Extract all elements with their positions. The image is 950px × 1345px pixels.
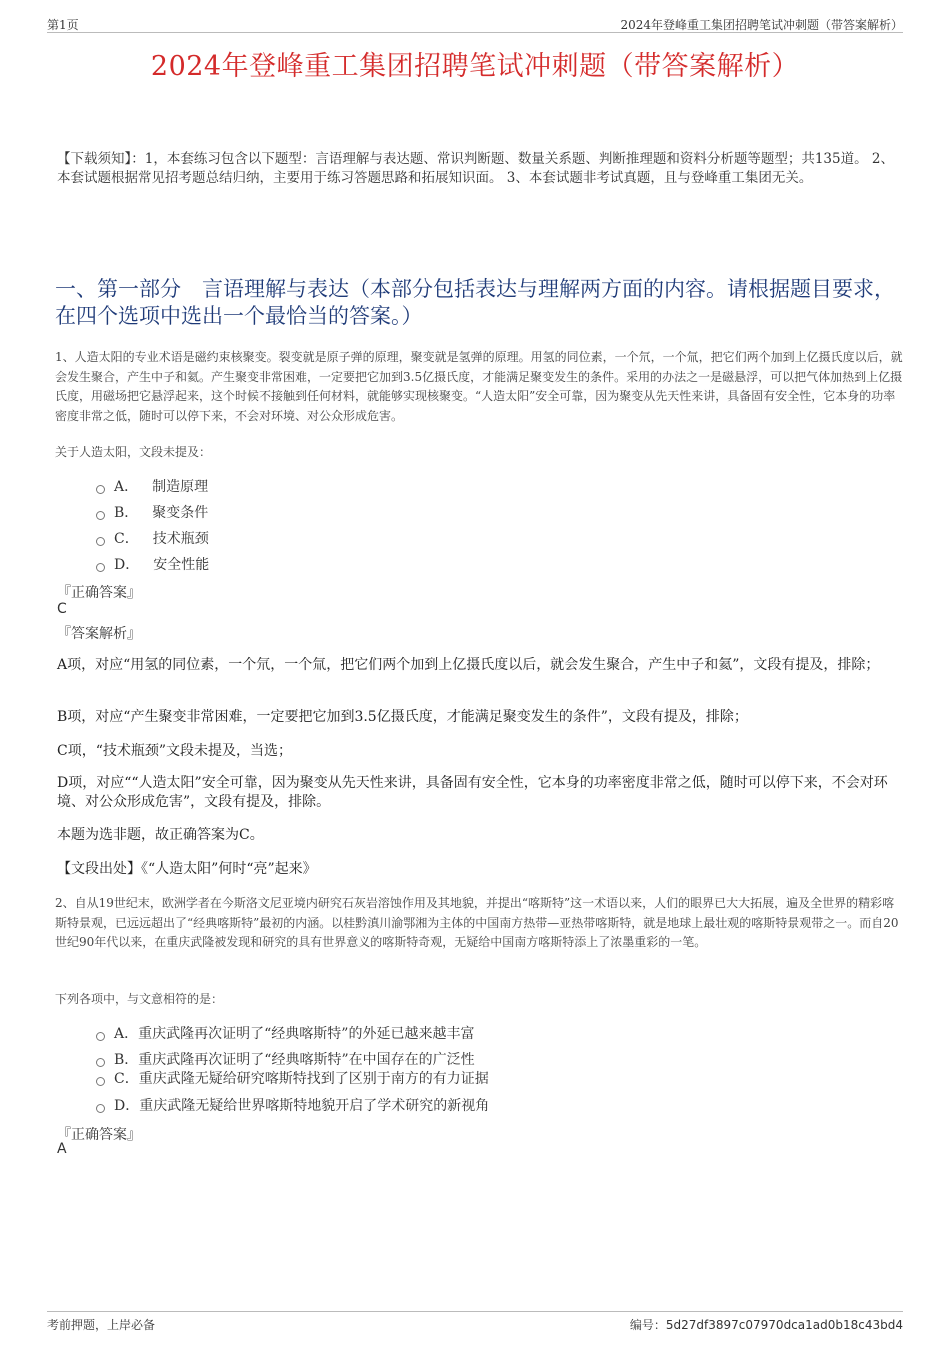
- q1-conclusion: 本题为选非题，故正确答案为C。: [57, 827, 264, 843]
- q1-analysis-b: B项，对应“产生聚变非常困难，一定要把它加到3.5亿摄氏度，才能满足聚变发生的条件”，文段有提及，排除；: [57, 709, 748, 725]
- q1-option-a[interactable]: [96, 476, 208, 496]
- q1-analysis-c: C项，“技术瓶颈”文段未提及，当选；: [57, 743, 293, 759]
- q2-answer: A: [57, 1141, 67, 1157]
- q1-source: 【文段出处】《“人造太阳”何时“亮”起来》: [57, 861, 317, 877]
- option-letter: A．: [114, 1026, 139, 1042]
- q2-option-b[interactable]: [96, 1049, 475, 1069]
- page-header: [47, 14, 903, 33]
- footer-slogan: 考前押题，上岸必备: [47, 1318, 156, 1332]
- download-notice: 【下载须知】：1，本套练习包含以下题型：言语理解与表达题、常识判断题、数量关系题、判断推理题和资料分析题等题型；共135道。 2、本套试题根据常见招考题总结归纳，主要用于练习答题思路和拓展知识面。 3、本套试题非考试真题，且与登峰重工集团无关。: [57, 151, 894, 186]
- q1-option-d[interactable]: [96, 554, 209, 574]
- radio-icon[interactable]: [96, 563, 105, 572]
- page-footer: [47, 1311, 903, 1332]
- question-1-text: 1、人造太阳的专业术语是磁约束核聚变。裂变就是原子弹的原理，聚变就是氢弹的原理。用氢的同位素，一个氘，一个氚，把它们两个加到上亿摄氏度以后，就会发生聚合，产生中子和氦。产生聚变非常困难，一定要把它加到3.5亿摄氏度，才能满足聚变发生的条件。采用的办法之一是磁悬浮，可以把气体加热到上亿摄氏度，用磁场把它悬浮起来，这个时候不接触到任何材料，就能够实现核聚变。“人造太阳”安全可靠，因为聚变从先天性来讲，具备固有安全性，它本身的功率密度非常之低，随时可以停下来，不会对环境、对公众形成危害。: [55, 350, 903, 423]
- option-text: 重庆武隆再次证明了“经典喀斯特”在中国存在的广泛性: [138, 1052, 475, 1068]
- radio-icon[interactable]: [96, 1104, 105, 1113]
- option-letter: B．: [114, 505, 139, 521]
- question-2-prompt: 下列各项中，与文意相符的是：: [55, 992, 224, 1006]
- option-text: 技术瓶颈: [152, 531, 209, 547]
- q1-analysis-label: 『答案解析』: [57, 626, 141, 642]
- option-letter: B．: [114, 1052, 139, 1068]
- option-text: 重庆武隆再次证明了“经典喀斯特”的外延已越来越丰富: [138, 1026, 475, 1042]
- q1-analysis-d: D项，对应““人造太阳”安全可靠，因为聚变从先天性来讲，具备固有安全性，它本身的功率密度非常之低，随时可以停下来，不会对环境、对公众形成危害”，文段有提及，排除。: [57, 775, 888, 810]
- option-text: 重庆武隆无疑给世界喀斯特地貌开启了学术研究的新视角: [139, 1098, 490, 1114]
- option-text: 重庆武隆无疑给研究喀斯特找到了区别于南方的有力证据: [138, 1071, 489, 1087]
- radio-icon[interactable]: [96, 1077, 105, 1086]
- option-text: 聚变条件: [152, 505, 209, 521]
- q2-option-d[interactable]: [96, 1095, 489, 1115]
- radio-icon[interactable]: [96, 511, 105, 520]
- question-1-prompt: 关于人造太阳，文段未提及：: [55, 445, 212, 459]
- q1-option-b[interactable]: [96, 502, 208, 522]
- question-2-text: 2、自从19世纪末，欧洲学者在今斯洛文尼亚境内研究石灰岩溶蚀作用及其地貌，并提出“喀斯特”这一术语以来，人们的眼界已大大拓展，遍及全世界的精彩喀斯特景观，已远远超出了“经典喀斯特”最初的内涵。以桂黔滇川渝鄂湘为主体的中国南方热带—亚热带喀斯特，就是地球上最壮观的喀斯特景观带之一。而自20世纪90年代以来，在重庆武隆被发现和研究的具有世界意义的喀斯特奇观，无疑给中国南方喀斯特添上了浓墨重彩的一笔。: [55, 896, 899, 949]
- q1-answer-label: 『正确答案』: [57, 585, 141, 601]
- option-letter: A．: [114, 479, 139, 495]
- option-text: 安全性能: [153, 557, 210, 573]
- radio-icon[interactable]: [96, 485, 105, 494]
- option-letter: D．: [114, 1098, 140, 1114]
- radio-icon[interactable]: [96, 1032, 105, 1041]
- header-title: 2024年登峰重工集团招聘笔试冲刺题（带答案解析）: [620, 18, 903, 32]
- option-letter: C．: [114, 1071, 139, 1087]
- radio-icon[interactable]: [96, 1058, 105, 1067]
- document-title: 2024年登峰重工集团招聘笔试冲刺题（带答案解析）: [150, 51, 800, 82]
- q2-answer-label: 『正确答案』: [57, 1127, 141, 1143]
- option-letter: D．: [114, 557, 140, 573]
- section-title: 一、第一部分 言语理解与表达（本部分包括表达与理解两方面的内容。请根据题目要求，在四个选项中选出一个最恰当的答案。）: [55, 277, 895, 328]
- q1-answer: C: [57, 601, 67, 617]
- q1-analysis-a: A项，对应“用氢的同位素，一个氘，一个氚，把它们两个加到上亿摄氏度以后，就会发生聚合，产生中子和氦”，文段有提及，排除；: [57, 657, 880, 673]
- radio-icon[interactable]: [96, 537, 105, 546]
- q1-option-c[interactable]: [96, 528, 209, 548]
- option-text: 制造原理: [152, 479, 209, 495]
- q2-option-c[interactable]: [96, 1068, 489, 1088]
- footer-code-value: 5d27df3897c07970dca1ad0b18c43bd4: [665, 1318, 903, 1332]
- page-number: 第1页: [47, 18, 79, 32]
- footer-code: [630, 1316, 903, 1333]
- footer-code-label: 编号：: [629, 1318, 666, 1332]
- option-letter: C．: [114, 531, 139, 547]
- q2-option-a[interactable]: [96, 1023, 474, 1043]
